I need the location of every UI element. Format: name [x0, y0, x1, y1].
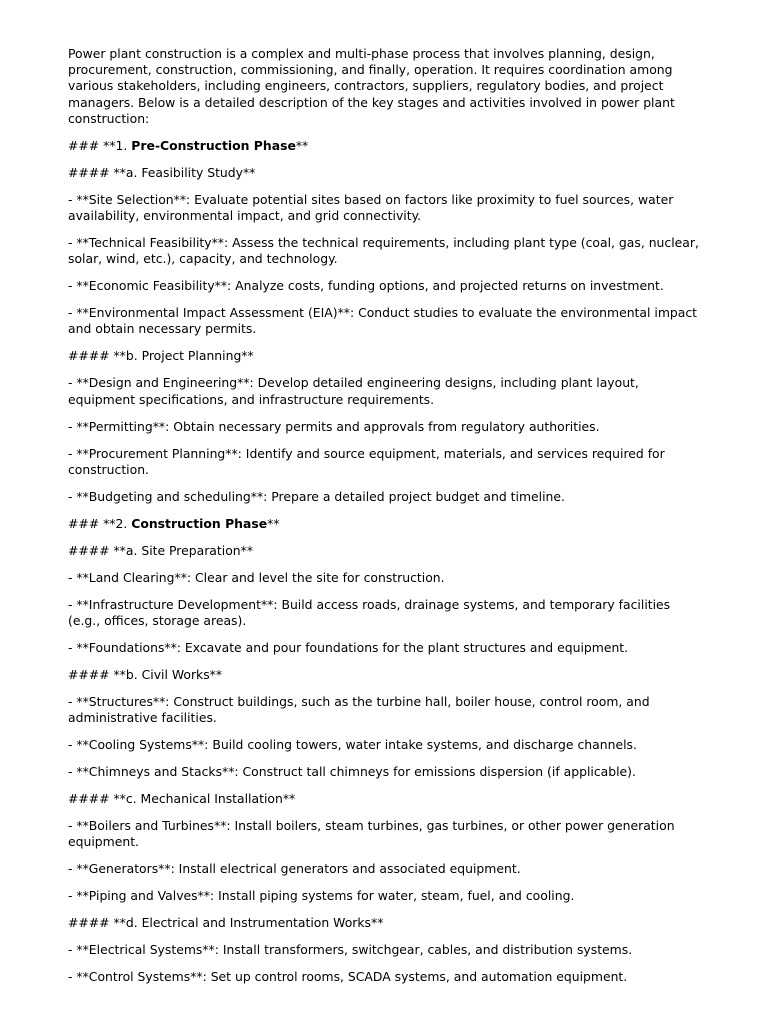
paragraph: - **Cooling Systems**: Build cooling towers, water intake systems, and discharge channels.	[68, 737, 637, 753]
paragraph: - **Piping and Valves**: Install piping systems for water, steam, fuel, and cooling.	[68, 888, 575, 904]
paragraph: #### **c. Mechanical Installation**	[68, 791, 296, 807]
paragraph: Power plant construction is a complex and multi-phase process that involves planning, design, procurement, construction, commissioning, and finally, operation. It requires coordination among various stakeholders, including engineers, contractors, suppliers, regulatory bodies, and project managers. Below is a detailed description of the key stages and activities involved in power plant construction:	[68, 46, 675, 126]
heading-title: Construction Phase	[131, 515, 268, 531]
paragraph: - **Permitting**: Obtain necessary permits and approvals from regulatory authorities.	[68, 418, 600, 434]
paragraph: #### **a. Site Preparation**	[68, 542, 254, 558]
paragraph: - **Land Clearing**: Clear and level the site for construction.	[68, 569, 445, 585]
heading-prefix: ### **2.	[68, 515, 132, 531]
heading-prefix: ### **1.	[68, 137, 132, 153]
paragraph: - **Electrical Systems**: Install transformers, switchgear, cables, and distribution systems.	[68, 942, 633, 958]
heading-suffix: **	[295, 137, 309, 153]
section-heading	[68, 138, 700, 154]
paragraph: - **Infrastructure Development**: Build access roads, drainage systems, and temporary facilities (e.g., offices, storage areas).	[68, 596, 671, 629]
document-body	[68, 46, 700, 986]
paragraph: - **Structures**: Construct buildings, such as the turbine hall, boiler house, control room, and administrative facilities.	[68, 694, 650, 726]
heading-suffix: **	[267, 515, 280, 531]
paragraph: #### **d. Electrical and Instrumentation Works**	[68, 915, 384, 931]
paragraph: - **Chimneys and Stacks**: Construct tall chimneys for emissions dispersion (if applicable).	[68, 764, 636, 780]
paragraph: #### **b. Civil Works**	[68, 667, 223, 683]
paragraph: - **Boilers and Turbines**: Install boilers, steam turbines, gas turbines, or other power generation equipment.	[68, 818, 675, 850]
section-heading	[68, 516, 700, 532]
paragraph: #### **b. Project Planning**	[68, 348, 254, 364]
paragraph: - **Foundations**: Excavate and pour foundations for the plant structures and equipment.	[68, 640, 629, 656]
paragraph: - **Technical Feasibility**: Assess the technical requirements, including plant type (coal, gas, nuclear, solar, wind, etc.), capacity, and technology.	[68, 235, 699, 267]
heading-title: Pre-Construction Phase	[131, 137, 296, 153]
paragraph: - **Site Selection**: Evaluate potential sites based on factors like proximity to fuel sources, water availability, environmental impact, and grid connectivity.	[68, 191, 674, 224]
paragraph: - **Control Systems**: Set up control rooms, SCADA systems, and automation equipment.	[68, 969, 628, 985]
paragraph: - **Environmental Impact Assessment (EIA)**: Conduct studies to evaluate the environmental impact and obtain necessary permits.	[68, 305, 698, 337]
paragraph: - **Procurement Planning**: Identify and source equipment, materials, and services required for construction.	[68, 445, 665, 477]
paragraph: #### **a. Feasibility Study**	[68, 164, 256, 180]
paragraph: - **Design and Engineering**: Develop detailed engineering designs, including plant layout, equipment specifications, and infrastructure requirements.	[68, 375, 639, 407]
paragraph: - **Generators**: Install electrical generators and associated equipment.	[68, 861, 521, 877]
paragraph: - **Budgeting and scheduling**: Prepare a detailed project budget and timeline.	[68, 488, 565, 504]
paragraph: - **Economic Feasibility**: Analyze costs, funding options, and projected returns on investment.	[68, 278, 664, 294]
